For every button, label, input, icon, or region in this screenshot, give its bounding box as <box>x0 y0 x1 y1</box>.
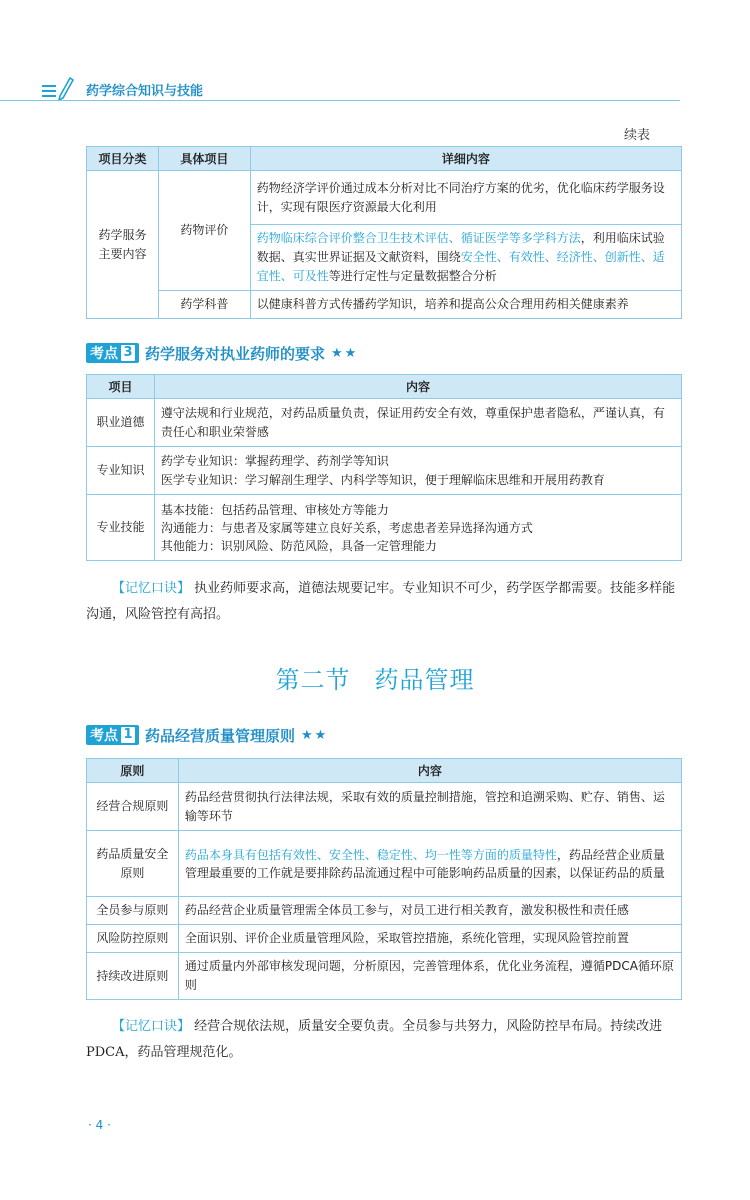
principle-cell: 全员参与原则 <box>87 897 179 925</box>
principle-cell: 经营合规原则 <box>87 783 179 831</box>
star-rating-icon: ★★ <box>301 727 329 743</box>
continued-label: 续表 <box>623 128 650 143</box>
principle-cell: 持续改进原则 <box>87 953 179 1000</box>
memory-mnemonic: 【记忆口诀】 经营合规依法规，质量安全要负责。全员参与共努力，风险防控早布局。持续改进 PDCA，药品管理规范化。 <box>86 1019 663 1060</box>
item-cell: 职业道德 <box>87 399 155 447</box>
content-cell: 药品本身具有包括有效性、安全性、稳定性、均一性等方面的质量特性，药品经营企业质量管理最重要的工作就是要排除药品流通过程中可能影响药品质量的因素，以保证药品的质量 <box>178 831 681 897</box>
exam-point-title: 药学服务对执业药师的要求 <box>145 344 326 363</box>
mnemonic-tag: 【记忆口诀】 <box>112 581 191 596</box>
exam-point-3-heading <box>86 342 358 364</box>
column-header: 原则 <box>87 759 179 783</box>
item-cell: 药物评价 <box>158 171 250 291</box>
category-cell: 药学服务 主要内容 <box>87 171 159 319</box>
content-cell: 药品经营贯彻执行法律法规，采取有效的质量控制措施，管控和追溯采购、贮存、销售、运输等环节 <box>178 783 681 831</box>
exam-point-1-heading <box>86 724 328 746</box>
content-cell: 药品经营企业质量管理需全体员工参与，对员工进行相关教育，激发积极性和责任感 <box>178 897 681 925</box>
mnemonic-tag: 【记忆口诀】 <box>112 1019 191 1034</box>
column-header: 项目分类 <box>87 147 159 171</box>
pharmacist-requirements-table <box>86 374 682 561</box>
section-title: 第二节 药品管理 <box>275 666 475 694</box>
principle-cell: 药品质量安全原则 <box>87 831 179 897</box>
pharmacy-service-table <box>86 146 682 319</box>
content-cell: 药物经济学评价通过成本分析对比不同治疗方案的优劣，优化临床药学服务设计，实现有限医疗资源最大化利用 <box>250 171 681 225</box>
quality-principles-table <box>86 758 682 1000</box>
column-header: 详细内容 <box>250 147 681 171</box>
column-header: 内容 <box>178 759 681 783</box>
star-rating-icon: ★★ <box>331 345 359 361</box>
exam-point-title: 药品经营质量管理原则 <box>145 726 296 745</box>
content-cell: 全面识别、评价企业质量管理风险，采取管控措施，系统化管理，实现风险管控前置 <box>178 925 681 953</box>
exam-point-badge: 考点 3 <box>86 343 139 363</box>
pen-note-icon <box>40 72 74 102</box>
header-rule <box>0 100 680 101</box>
item-cell: 专业知识 <box>87 447 155 495</box>
content-cell: 遵守法规和行业规范，对药品质量负责，保证用药安全有效，尊重保护患者隐私，严谨认真，有责任心和职业荣誉感 <box>154 399 681 447</box>
content-cell: 药学专业知识：掌握药理学、药剂学等知识 医学专业知识：学习解剖生理学、内科学等知识，便于理解临床思维和开展用药教育 <box>154 447 681 495</box>
memory-mnemonic: 【记忆口诀】 执业药师要求高，道德法规要记牢。专业知识不可少，药学医学都需要。技能多样能沟通，风险管控有高招。 <box>86 581 676 622</box>
content-cell: 基本技能：包括药品管理、审核处方等能力 沟通能力：与患者及家属等建立良好关系，考虑患者差异选择沟通方式 其他能力：识别风险、防范风险，具备一定管理能力 <box>154 495 681 561</box>
item-cell: 药学科普 <box>158 291 250 319</box>
column-header: 具体项目 <box>158 147 250 171</box>
principle-cell: 风险防控原则 <box>87 925 179 953</box>
content-cell: 以健康科普方式传播药学知识，培养和提高公众合理用药相关健康素养 <box>250 291 681 319</box>
column-header: 项目 <box>87 375 155 399</box>
content-cell: 通过质量内外部审核发现问题，分析原因，完善管理体系，优化业务流程，遵循PDCA循环原则 <box>178 953 681 1000</box>
running-header <box>0 62 750 114</box>
page-number: · 4 · <box>88 1118 111 1132</box>
item-cell: 专业技能 <box>87 495 155 561</box>
exam-point-badge: 考点 1 <box>86 725 139 745</box>
column-header: 内容 <box>154 375 681 399</box>
content-cell: 药物临床综合评价整合卫生技术评估、循证医学等多学科方法，利用临床试验数据、真实世界证据及文献资料，围绕安全性、有效性、经济性、创新性、适宜性、可及性等进行定性与定量数据整合分析 <box>250 225 681 291</box>
book-title: 药学综合知识与技能 <box>86 84 204 99</box>
